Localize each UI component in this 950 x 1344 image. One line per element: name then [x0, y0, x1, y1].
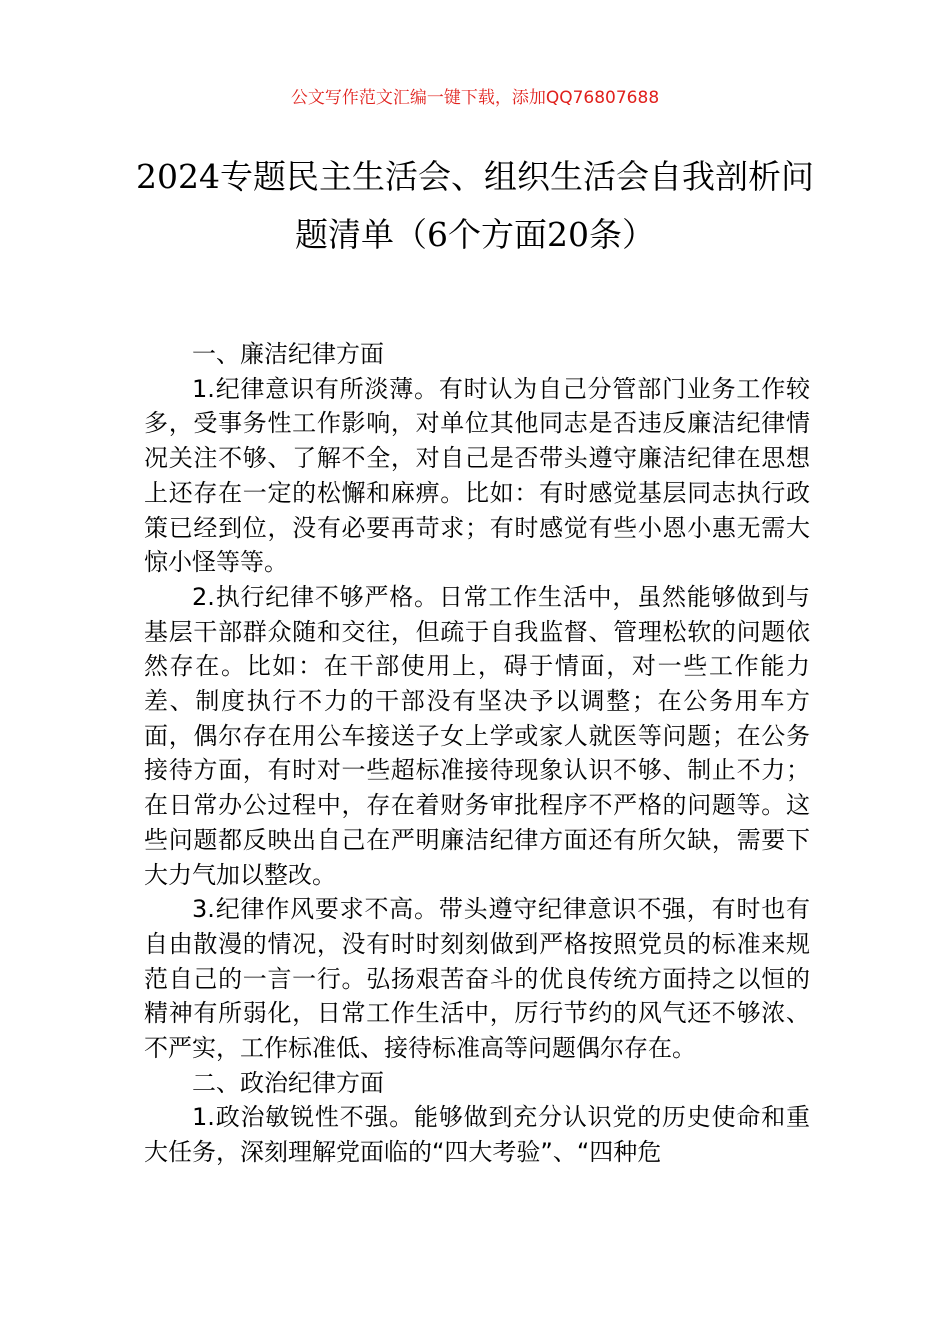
- section-heading: 一、廉洁纪律方面: [192, 340, 384, 368]
- section-heading: 二、政治纪律方面: [192, 1068, 384, 1097]
- document-body: [144, 337, 810, 1170]
- paragraph: 2.执行纪律不够严格。日常工作生活中，虽然能够做到与基层干部群众随和交往，但疏于自我监督、管理松软的问题依然存在。比如：在干部使用上，碍于情面，对一些工作能力差、制度执行不力的干部没有坚决予以调整；在公务用车方面，偶尔存在用公车接送子女上学或家人就医等问题；在公务接待方面，有时对一些超标准接待现象认识不够、制止不力；在日常办公过程中，存在着财务审批程序不严格的问题等。这些问题都反映出自己在严明廉洁纪律方面还有所欠缺，需要下大力气加以整改。: [144, 582, 810, 889]
- document-title: 2024专题民主生活会、组织生活会自我剖析问题清单（6个方面20条）: [136, 157, 814, 254]
- paragraph: 1.政治敏锐性不强。能够做到充分认识党的历史使命和重大任务，深刻理解党面临的“四大考验”、“四种危: [144, 1103, 810, 1167]
- paragraph: 1.纪律意识有所淡薄。有时认为自己分管部门业务工作较多，受事务性工作影响，对单位其他同志是否违反廉洁纪律情况关注不够、了解不全，对自己是否带头遵守廉洁纪律在思想上还存在一定的松懈和麻痹。比如：有时感觉基层同志执行政策已经到位，没有必要再苛求；有时感觉有些小恩小惠无需大惊小怪等等。: [144, 374, 810, 577]
- download-banner: 公文写作范文汇编一键下载，添加QQ76807688: [290, 88, 660, 108]
- paragraph: 3.纪律作风要求不高。带头遵守纪律意识不强，有时也有自由散漫的情况，没有时时刻刻做到严格按照党员的标准来规范自己的一言一行。弘扬艰苦奋斗的优良传统方面持之以恒的精神有所弱化，日常工作生活中，厉行节约的风气还不够浓、不严实，工作标准低、接待标准高等问题偶尔存在。: [144, 895, 810, 1063]
